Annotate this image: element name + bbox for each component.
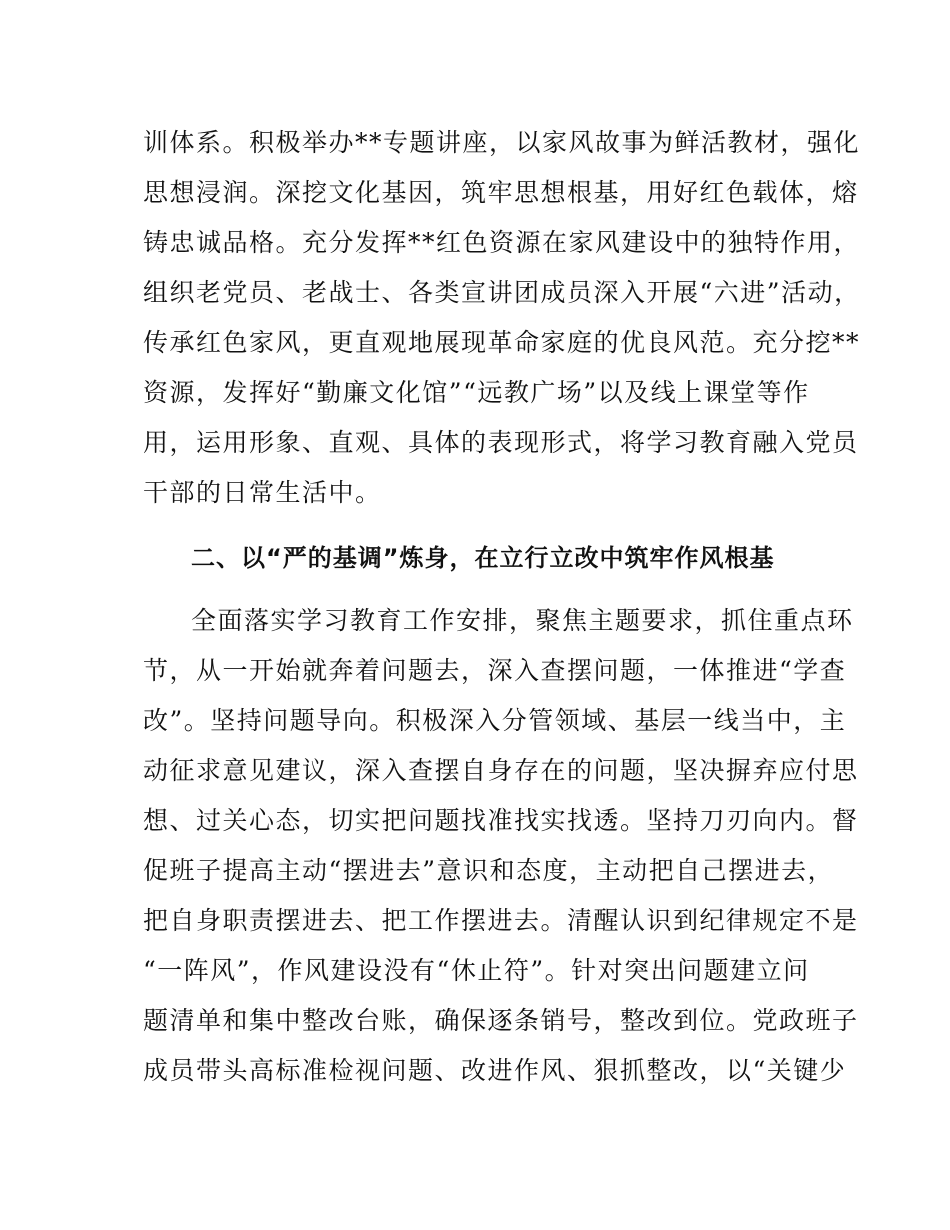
paragraph2-line-6: 促班子提高主动“摆进去”意识和态度，主动把自己摆进去， bbox=[143, 856, 835, 885]
paragraph1-line-5: 传承红色家风，更直观地展现革命家庭的优良风范。充分挖** bbox=[143, 328, 861, 357]
paragraph2-line-4: 动征求意见建议，深入查摆自身存在的问题，坚决摒弃应付思 bbox=[143, 756, 859, 785]
paragraph1-line-8: 干部的日常生活中。 bbox=[143, 478, 382, 507]
paragraph2-line-1: 全面落实学习教育工作安排，聚焦主题要求，抓住重点环 bbox=[191, 606, 854, 635]
paragraph2-line-8: “一阵风”，作风建设没有“休止符”。针对突出问题建立问 bbox=[143, 956, 810, 985]
paragraph1-line-4: 组织老党员、老战士、各类宣讲团成员深入开展“六进”活动， bbox=[143, 278, 861, 307]
section-heading: 二、以“严的基调”炼身，在立行立改中筑牢作风根基 bbox=[191, 544, 775, 572]
paragraph2-line-7: 把自身职责摆进去、把工作摆进去。清醒认识到纪律规定不是 bbox=[143, 906, 859, 935]
paragraph2-line-3: 改”。坚持问题导向。积极深入分管领域、基层一线当中，主 bbox=[143, 706, 847, 735]
paragraph1-line-6: 资源，发挥好“勤廉文化馆”“远教广场”以及线上课堂等作 bbox=[143, 378, 810, 407]
paragraph1-line-7: 用，运用形象、直观、具体的表现形式，将学习教育融入党员 bbox=[143, 428, 859, 457]
paragraph2-line-9: 题清单和集中整改台账，确保逐条销号，整改到位。党政班子 bbox=[143, 1006, 859, 1035]
paragraph1-line-2: 思想浸润。深挖文化基因，筑牢思想根基，用好红色载体，熔 bbox=[143, 178, 859, 207]
paragraph1-line-1: 训体系。积极举办**专题讲座，以家风故事为鲜活教材，强化 bbox=[143, 128, 861, 157]
paragraph2-line-10: 成员带头高标准检视问题、改进作风、狠抓整改，以“关键少 bbox=[143, 1056, 847, 1085]
paragraph2-line-2: 节，从一开始就奔着问题去，深入查摆问题，一体推进“学查 bbox=[143, 656, 847, 685]
paragraph1-line-3: 铸忠诚品格。充分发挥**红色资源在家风建设中的独特作用， bbox=[143, 228, 861, 257]
paragraph2-line-5: 想、过关心态，切实把问题找准找实找透。坚持刀刃向内。督 bbox=[143, 806, 859, 835]
